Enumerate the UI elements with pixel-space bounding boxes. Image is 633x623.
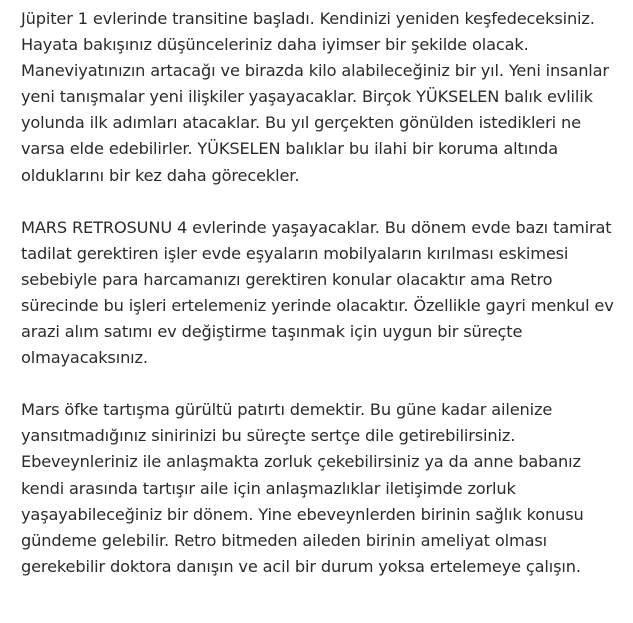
text-line: olduklarını bir kez daha görecekler. bbox=[21, 165, 300, 185]
text-line: olmayacaksınız. bbox=[21, 348, 148, 368]
text-line: Jüpiter 1 evlerinde transitine başladı. Kendinizi yeniden keşfedeceksiniz. bbox=[21, 9, 595, 28]
text-line: gerekebilir doktora danışın ve acil bir durum yoksa ertelemeye çalışın. bbox=[21, 556, 581, 576]
text-line: yeni tanışmalar yeni ilişkiler yaşayacaklar. Birçok YÜKSELEN balık evlilik bbox=[21, 87, 593, 107]
text-line: sebebiyle para harcamanızı gerektiren konular olacaktır ama Retro bbox=[21, 269, 553, 289]
text-line: arazi alım satımı ev değiştirme taşınmak için uygun bir süreçte bbox=[21, 322, 523, 342]
text-line: yolunda ilk adımları atacaklar. Bu yıl gerçekten gönülden istedikleri ne bbox=[21, 113, 581, 133]
paragraph-jupiter-transit bbox=[21, 6, 627, 189]
text-line: yansıtmadığınız sinirinizi bu süreçte sertçe dile getirebilirsiniz. bbox=[21, 426, 516, 446]
text-line: Ebeveynleriniz ile anlaşmakta zorluk çekebilirsiniz ya da anne babanız bbox=[21, 452, 581, 472]
text-line: gündeme gelebilir. Retro bitmeden aileden birinin ameliyat olması bbox=[21, 530, 547, 550]
paragraph-mars-family bbox=[21, 397, 627, 580]
text-line: kendi arasında tartışır aile için anlaşmazlıklar iletişimde zorluk bbox=[21, 478, 516, 498]
text-line: yaşayabileceğiniz bir dönem. Yine ebeveynlerden birinin sağlık konusu bbox=[21, 504, 584, 524]
text-line: tadilat gerektiren işler evde eşyaların mobilyaların kırılması eskimesi bbox=[21, 243, 569, 263]
text-line: Mars öfke tartışma gürültü patırtı demektir. Bu güne kadar ailenize bbox=[21, 400, 553, 420]
text-line: Maneviyatınızın artacağı ve birazda kilo alabileceğiniz bir yıl. Yeni insanlar bbox=[21, 61, 609, 81]
article-body bbox=[21, 6, 627, 580]
text-line: varsa elde edebilirler. YÜKSELEN balıklar bu ilahi bir koruma altında bbox=[21, 139, 559, 159]
text-line: sürecinde bu işleri ertelemeniz yerinde olacaktır. Özellikle gayri menkul ev bbox=[21, 295, 614, 315]
text-line: Hayata bakışınız düşünceleriniz daha iyimser bir şekilde olacak. bbox=[21, 35, 529, 55]
paragraph-mars-retrograde bbox=[21, 215, 627, 372]
text-line: MARS RETROSUNU 4 evlerinde yaşayacaklar. Bu dönem evde bazı tamirat bbox=[21, 217, 612, 237]
